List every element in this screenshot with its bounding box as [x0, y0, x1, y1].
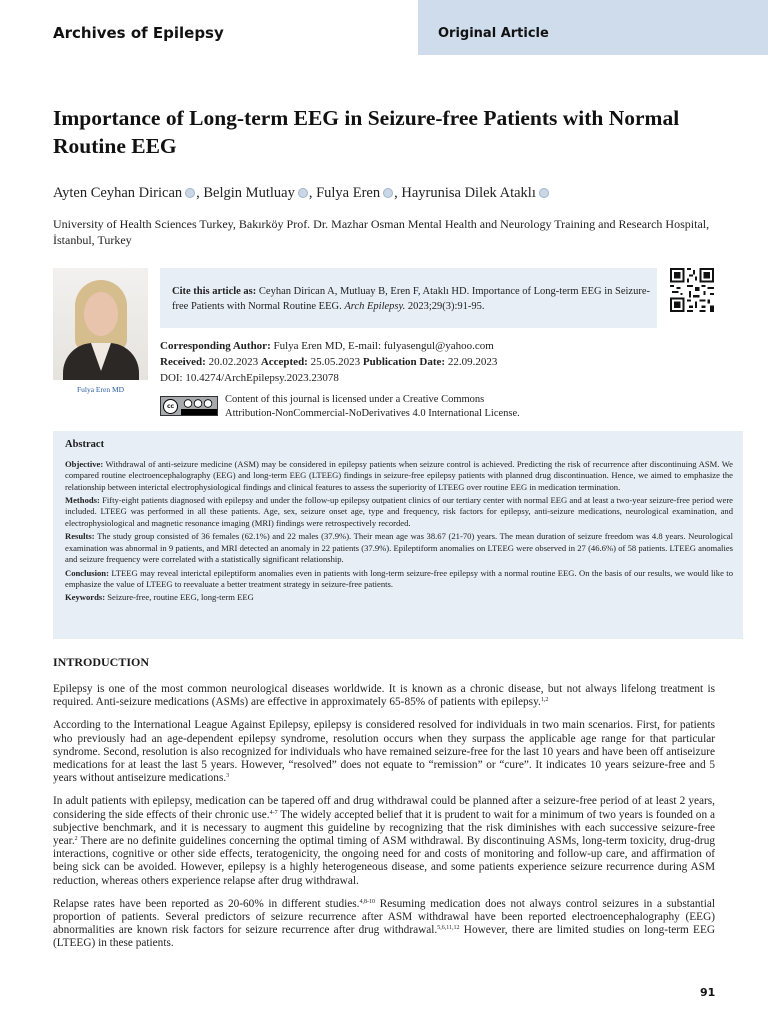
paragraph: Relapse rates have been reported as 20-60% in different studies.$^{4,8-10}$ Resuming medication does not always control seizures in a substantial proportion of patients. Several predictors of seizure recurrence after ASM withdrawal have been reported electroencephalography (EEG) abnormalities are known risk factors for seizure recurrence after drug withdrawal.$^{5,6,11,12}$ However, there are limited studies on long-term EEG (LTEEG) in these patients. — [53, 897, 715, 950]
author-list: Ayten Ceyhan Dirican , Belgin Mutluay , Fulya Eren , Hayrunisa Dilek Ataklı — [53, 185, 550, 202]
journal-name: Archives of Epilepsy — [53, 24, 224, 42]
dates-line: Received: 20.02.2023 Accepted: 25.05.2023 Publication Date: 22.09.2023 — [160, 356, 498, 368]
journal-abbrev: Arch Epilepsy. — [344, 301, 406, 312]
abstract-objective: Objective: Withdrawal of anti-seizure medicine (ASM) may be considered in epilepsy patients when seizure control is achieved. Predicting the risk of recurrence after discontinuing ASM. We compared routine electroencephalography (EEG) and long-term EEG (LTEEG) findings in seizure-free epilepsy patients with planned drug discontinuation. Hence, we aimed to emphasize the relationship between interictal electrophysiological findings and clinical features to assess the superiority of LTEEG over routine EEG in medication termination. — [65, 459, 733, 492]
article-type-label: Original Article — [438, 26, 549, 41]
reference-marker[interactable]: 3 — [226, 773, 230, 780]
corresponding-author-value[interactable]: Fulya Eren MD, E-mail: fulyasengul@yahoo.com — [273, 340, 494, 352]
publication-date: 22.09.2023 — [447, 356, 498, 368]
paragraph: Epilepsy is one of the most common neurological diseases worldwide. It is known as a chronic disease, but not always lifelong treatment is required. Anti-seizure medications (ASMs) are effective in approximately 65-85% of patients with epilepsy.$^{1,2}$ — [53, 683, 715, 709]
abstract-keywords: Keywords: Seizure-free, routine EEG, long-term EEG — [65, 592, 254, 603]
creative-commons-badge-icon[interactable]: cc — [160, 396, 218, 416]
orcid-icon[interactable] — [185, 188, 195, 198]
citation-text: Cite this article as: Ceyhan Dirican A, Mutluay B, Eren F, Ataklı HD. Importance of Long-term EEG in Seizure-free Patients with Normal Routine EEG. Arch Epilepsy. 2023;29(3):91-95. — [172, 286, 650, 312]
citation-label: Cite this article as: — [172, 286, 257, 297]
paragraph: In adult patients with epilepsy, medication can be tapered off and drug withdrawal could be planned after a seizure-free period of at least 2 years, considering the side effects of their chronic use.$^{4-7}$ The widely accepted belief that it is prudent to wait for a minimum of two years is founded on a subjective benchmark, and it is necessary to augment this guideline by recognizing that the risk diminishes with each successive seizure-free year.$^2$ There are no definite guidelines concerning the optimal timing of ASM withdrawal. By discontinuing ASMs, long-term toxicity, drug-drug interactions, cognitive or other side effects, teratogenicity, the ongoing need for and costs of monitoring and follow-up care, and affirmation of being sick can be avoided. However, epilepsy is a highly heterogeneous disease, and some patients experience seizure recurrence during ASM reduction, whereas others experience relapse after drug withdrawal. — [53, 795, 715, 887]
abstract-box — [53, 431, 743, 639]
article-title: Importance of Long-term EEG in Seizure-free Patients with Normal Routine EEG — [53, 106, 680, 158]
page-number: 91 — [700, 986, 716, 999]
license-text: Content of this journal is licensed under a Creative Commons Attribution-NonCommercial-NoDerivatives 4.0 International License. — [225, 394, 520, 419]
doi-link[interactable]: DOI: 10.4274/ArchEpilepsy.2023.23078 — [160, 372, 339, 384]
section-heading-introduction: INTRODUCTION — [53, 655, 150, 669]
article-type-banner — [418, 0, 768, 55]
corresponding-author: Corresponding Author: Fulya Eren MD, E-mail: fulyasengul@yahoo.com — [160, 340, 494, 352]
reference-marker[interactable]: 4-7 — [269, 809, 278, 816]
reference-marker[interactable]: 1,2 — [540, 697, 549, 704]
abstract-conclusion: Conclusion: LTEEG may reveal interictal epileptiform anomalies even in patients with long-term seizure-free epilepsy with a normal routine EEG. On the basis of our results, we would like to emphasize the value of LTEEG to reevaluate a better treatment strategy in seizure-free patients. — [65, 567, 733, 589]
reference-marker[interactable]: 5,6,11,12 — [437, 925, 460, 932]
author-name[interactable]: Ayten Ceyhan Dirican — [53, 185, 183, 201]
abstract-methods: Methods: Fifty-eight patients diagnosed with epilepsy and under the follow-up epilepsy outpatient clinics of our tertiary center with normal EEG and at least a two-year seizure-free period were included. LTEEG was performed in all these patients. Age, sex, seizure onset age, type and frequency, risk factors for epilepsy, anti-seizure medications, neurological examination, and electrophysiological and magnetic resonance imaging (MRI) findings were retrospectively recorded. — [65, 495, 733, 528]
introduction-body — [53, 683, 715, 961]
author-name[interactable]: Hayrunisa Dilek Ataklı — [401, 185, 536, 201]
paragraph: According to the International League Against Epilepsy, epilepsy is considered resolved for individuals in two main scenarios. First, for patients who previously had an age-dependent epilepsy syndrome, resolution occurs when they surpass the applicable age range for that particular syndrome. Second, resolution is also recognized for individuals who have remained seizure-free for the last 10 years and have been off antiseizure medications for at least the last 5 years. However, “resolved” does not equate to “remission” or “cure”. It indicates 10 years seizure-free and 5 years without antiseizure medications.$^3$ — [53, 719, 715, 785]
qr-code-icon[interactable] — [670, 268, 714, 312]
accepted-date: 25.05.2023 — [310, 356, 361, 368]
abstract-results: Results: The study group consisted of 36 females (62.1%) and 22 males (37.9%). Their mean age was 38.67 (21-70) years. The mean duration of seizure freedom was 4.8 years. Neurological examination was abnormal in 9 patients, and MRI detected an anomaly in 22 patients (37.9%). Epileptiform anomalies on LTEEG were observed in 27 (46.6%) of 58 patients. LTEEG anomalies and seizure frequency were correlated with a statistically significant relationship. — [65, 531, 733, 564]
author-name[interactable]: Fulya Eren — [316, 185, 381, 201]
affiliation: University of Health Sciences Turkey, Bakırköy Prof. Dr. Mazhar Osman Mental Health and Neurology Training and Research Hospital, İstanbul, Turkey — [53, 217, 710, 247]
orcid-icon[interactable] — [298, 188, 308, 198]
reference-marker[interactable]: 4,8-10 — [359, 898, 375, 905]
photo-caption: Fulya Eren MD — [76, 385, 125, 394]
author-name[interactable]: Belgin Mutluay — [203, 185, 295, 201]
orcid-icon[interactable] — [539, 188, 549, 198]
author-photo — [53, 268, 148, 380]
orcid-icon[interactable] — [383, 188, 393, 198]
received-date: 20.02.2023 — [208, 356, 259, 368]
reference-marker[interactable]: 2 — [74, 836, 78, 843]
abstract-body — [65, 459, 733, 606]
abstract-heading: Abstract — [65, 439, 105, 450]
citation-box — [160, 268, 657, 328]
